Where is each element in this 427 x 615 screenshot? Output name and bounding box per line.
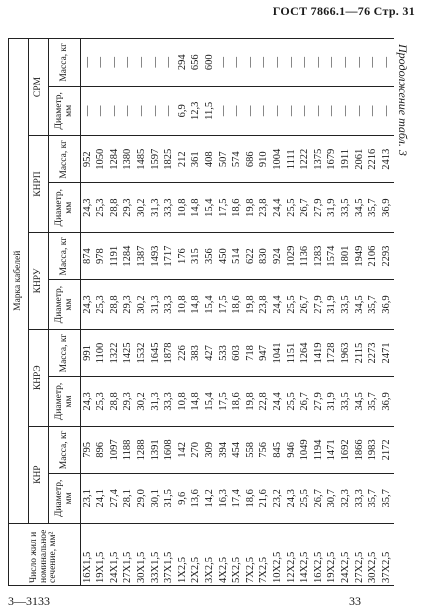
value-cell: 656 <box>190 39 204 87</box>
value-cell: — <box>163 86 177 136</box>
cable-size-cell: 37X2,5 <box>380 523 394 585</box>
mass-subheader: Масса, кг <box>49 329 81 376</box>
value-cell: 13,6 <box>190 474 204 524</box>
value-cell: 26,7 <box>299 183 313 233</box>
value-cell: 34,5 <box>353 183 367 233</box>
value-cell: 24,3 <box>285 474 299 524</box>
value-cell: 1866 <box>353 426 367 473</box>
value-cell: 28,8 <box>108 377 122 427</box>
table-row <box>244 39 258 586</box>
table-row <box>136 39 150 586</box>
value-cell: 31,9 <box>326 280 340 330</box>
value-cell: 795 <box>81 426 95 473</box>
cable-size-cell: 7X2,5 <box>258 523 272 585</box>
cable-size-cell: 27X1,5 <box>122 523 136 585</box>
value-cell: 946 <box>285 426 299 473</box>
value-cell: 226 <box>176 329 190 376</box>
value-cell: 10,8 <box>176 183 190 233</box>
value-cell: 2293 <box>380 232 394 279</box>
value-cell: 31,5 <box>163 474 177 524</box>
table-row <box>95 39 109 586</box>
value-cell: — <box>326 86 340 136</box>
value-cell: 30,2 <box>136 377 150 427</box>
table-row <box>108 39 122 586</box>
value-cell: — <box>339 86 353 136</box>
value-cell: 31,3 <box>149 280 163 330</box>
value-cell: 18,6 <box>231 183 245 233</box>
value-cell: — <box>217 39 231 87</box>
value-cell: 12,3 <box>190 86 204 136</box>
value-cell: 1608 <box>163 426 177 473</box>
value-cell: 29,0 <box>136 474 150 524</box>
cable-size-cell: 3X2,5 <box>204 523 218 585</box>
page-footer-left: 3—3133 <box>8 594 50 608</box>
cable-size-cell: 19X1,5 <box>95 523 109 585</box>
value-cell: 27,4 <box>108 474 122 524</box>
value-cell: — <box>312 39 326 87</box>
value-cell: — <box>108 39 122 87</box>
value-cell: 35,7 <box>367 183 381 233</box>
value-cell: 2115 <box>353 329 367 376</box>
value-cell: 9,6 <box>176 474 190 524</box>
table-row <box>285 39 299 586</box>
value-cell: 30,2 <box>136 183 150 233</box>
value-cell: 874 <box>81 232 95 279</box>
table-row <box>81 39 95 586</box>
value-cell: 1597 <box>149 136 163 183</box>
value-cell: 30,1 <box>149 474 163 524</box>
value-cell: 35,7 <box>367 474 381 524</box>
cable-data-table <box>8 38 394 586</box>
value-cell: 33,3 <box>163 280 177 330</box>
value-cell: 1375 <box>312 136 326 183</box>
brand-header-cell: КНР <box>29 426 49 523</box>
value-cell: 1097 <box>108 426 122 473</box>
value-cell: — <box>122 86 136 136</box>
value-cell: — <box>244 39 258 87</box>
value-cell: 25,5 <box>285 377 299 427</box>
value-cell: — <box>380 86 394 136</box>
value-cell: 1222 <box>299 136 313 183</box>
value-cell: 309 <box>204 426 218 473</box>
mass-subheader: Масса, кг <box>49 426 81 473</box>
value-cell: 18,6 <box>244 474 258 524</box>
value-cell: 1049 <box>299 426 313 473</box>
value-cell: 31,9 <box>326 377 340 427</box>
value-cell: 17,5 <box>217 280 231 330</box>
value-cell: 18,6 <box>231 377 245 427</box>
table-row <box>271 39 285 586</box>
value-cell: 29,3 <box>122 183 136 233</box>
value-cell: 24,4 <box>271 377 285 427</box>
value-cell: 558 <box>244 426 258 473</box>
value-cell: 26,7 <box>299 377 313 427</box>
value-cell: 31,3 <box>149 377 163 427</box>
value-cell: — <box>367 86 381 136</box>
value-cell: 1151 <box>285 329 299 376</box>
value-cell: 35,7 <box>380 474 394 524</box>
cable-size-cell: 10X2,5 <box>271 523 285 585</box>
value-cell: 896 <box>95 426 109 473</box>
value-cell: 25,3 <box>95 377 109 427</box>
cable-size-cell: 24X1,5 <box>108 523 122 585</box>
table-row <box>163 39 177 586</box>
value-cell: — <box>95 39 109 87</box>
table-row <box>312 39 326 586</box>
value-cell: — <box>380 39 394 87</box>
value-cell: 14,2 <box>204 474 218 524</box>
cable-size-cell: 12X2,5 <box>285 523 299 585</box>
value-cell: 1825 <box>163 136 177 183</box>
value-cell: 507 <box>217 136 231 183</box>
value-cell: 1717 <box>163 232 177 279</box>
value-cell: 6,9 <box>176 86 190 136</box>
table-row <box>217 39 231 586</box>
value-cell: 33,3 <box>163 377 177 427</box>
value-cell: — <box>231 39 245 87</box>
value-cell: — <box>299 39 313 87</box>
value-cell: 23,8 <box>258 183 272 233</box>
value-cell: 1004 <box>271 136 285 183</box>
diameter-subheader: Диаметр, мм <box>49 183 81 233</box>
value-cell: 756 <box>258 426 272 473</box>
diameter-subheader: Диаметр, мм <box>49 86 81 136</box>
value-cell: 1878 <box>163 329 177 376</box>
diameter-subheader: Диаметр, мм <box>49 280 81 330</box>
table-row <box>326 39 340 586</box>
value-cell: 24,3 <box>81 280 95 330</box>
value-cell: 24,1 <box>95 474 109 524</box>
cable-size-cell: 4X2,5 <box>217 523 231 585</box>
value-cell: 408 <box>204 136 218 183</box>
value-cell: 361 <box>190 136 204 183</box>
value-cell: 978 <box>95 232 109 279</box>
value-cell: 19,8 <box>244 280 258 330</box>
value-cell: 924 <box>271 232 285 279</box>
value-cell: — <box>136 39 150 87</box>
value-cell: — <box>136 86 150 136</box>
value-cell: 14,8 <box>190 377 204 427</box>
value-cell: 24,3 <box>81 377 95 427</box>
value-cell: — <box>285 86 299 136</box>
value-cell: 27,9 <box>312 183 326 233</box>
value-cell: 176 <box>176 232 190 279</box>
value-cell: 19,8 <box>244 183 258 233</box>
value-cell: 15,4 <box>204 280 218 330</box>
value-cell: 23,1 <box>81 474 95 524</box>
value-cell: — <box>353 86 367 136</box>
value-cell: 2172 <box>380 426 394 473</box>
value-cell: 27,9 <box>312 377 326 427</box>
cable-size-cell: 1X2,5 <box>176 523 190 585</box>
value-cell: 25,5 <box>285 280 299 330</box>
value-cell: 1493 <box>149 232 163 279</box>
value-cell: — <box>244 86 258 136</box>
page-header: ГОСТ 7866.1—76 Стр. 31 <box>272 4 415 18</box>
value-cell: 394 <box>217 426 231 473</box>
value-cell: 454 <box>231 426 245 473</box>
value-cell: 22,8 <box>258 377 272 427</box>
value-cell: 1050 <box>95 136 109 183</box>
value-cell: 947 <box>258 329 272 376</box>
value-cell: 23,2 <box>271 474 285 524</box>
value-cell: 1645 <box>149 329 163 376</box>
value-cell: 1264 <box>299 329 313 376</box>
value-cell: 1380 <box>122 136 136 183</box>
value-cell: 17,4 <box>231 474 245 524</box>
value-cell: 1284 <box>108 136 122 183</box>
value-cell: 1191 <box>108 232 122 279</box>
value-cell: 1532 <box>136 329 150 376</box>
value-cell: 1283 <box>312 232 326 279</box>
value-cell: 27,9 <box>312 280 326 330</box>
value-cell: 514 <box>231 232 245 279</box>
value-cell: — <box>312 86 326 136</box>
value-cell: 910 <box>258 136 272 183</box>
value-cell: — <box>367 39 381 87</box>
cable-size-cell: 16X1,5 <box>81 523 95 585</box>
value-cell: — <box>353 39 367 87</box>
value-cell: 28,8 <box>108 280 122 330</box>
value-cell: 14,8 <box>190 280 204 330</box>
value-cell: 603 <box>231 329 245 376</box>
brand-header-cell: КНРУ <box>29 232 49 329</box>
brand-header-cell: КНРП <box>29 136 49 233</box>
value-cell: 29,3 <box>122 280 136 330</box>
cable-size-cell: 24X2,5 <box>339 523 353 585</box>
value-cell: — <box>149 86 163 136</box>
table-row <box>339 39 353 586</box>
value-cell: 1100 <box>95 329 109 376</box>
value-cell: 25,3 <box>95 280 109 330</box>
value-cell: 270 <box>190 426 204 473</box>
cable-size-cell: 30X1,5 <box>136 523 150 585</box>
value-cell: 33,5 <box>339 183 353 233</box>
value-cell: 600 <box>204 39 218 87</box>
value-cell: 1284 <box>122 232 136 279</box>
value-cell: 34,5 <box>353 377 367 427</box>
table-caption: Продолжение табл. 3 <box>396 44 410 156</box>
value-cell: 142 <box>176 426 190 473</box>
value-cell: 1692 <box>339 426 353 473</box>
table-row <box>149 39 163 586</box>
brand-header-cell: СРМ <box>29 39 49 136</box>
value-cell: 315 <box>190 232 204 279</box>
value-cell: — <box>122 39 136 87</box>
value-cell: 1322 <box>108 329 122 376</box>
value-cell: 718 <box>244 329 258 376</box>
cable-size-cell: 14X2,5 <box>299 523 313 585</box>
value-cell: 1425 <box>122 329 136 376</box>
table-row <box>353 39 367 586</box>
stub-header: Число жил и номинальное сечение, мм² <box>9 523 81 585</box>
value-cell: — <box>299 86 313 136</box>
value-cell: 1419 <box>312 329 326 376</box>
cable-size-cell: 7X2,5 <box>244 523 258 585</box>
value-cell: 24,3 <box>81 183 95 233</box>
value-cell: 533 <box>217 329 231 376</box>
value-cell: 10,8 <box>176 377 190 427</box>
value-cell: 33,3 <box>353 474 367 524</box>
value-cell: 36,9 <box>380 280 394 330</box>
value-cell: 25,5 <box>285 183 299 233</box>
value-cell: 1041 <box>271 329 285 376</box>
value-cell: 686 <box>244 136 258 183</box>
mass-subheader: Масса, кг <box>49 136 81 183</box>
table-row <box>176 39 190 586</box>
value-cell: 30,7 <box>326 474 340 524</box>
value-cell: 2216 <box>367 136 381 183</box>
value-cell: 19,8 <box>244 377 258 427</box>
value-cell: 845 <box>271 426 285 473</box>
cable-size-cell: 5X2,5 <box>231 523 245 585</box>
mass-subheader: Масса, кг <box>49 232 81 279</box>
value-cell: 24,4 <box>271 183 285 233</box>
value-cell: 1949 <box>353 232 367 279</box>
value-cell: 33,5 <box>339 377 353 427</box>
value-cell: 29,3 <box>122 377 136 427</box>
value-cell: 1485 <box>136 136 150 183</box>
value-cell: 30,2 <box>136 280 150 330</box>
value-cell: 1983 <box>367 426 381 473</box>
value-cell: 2273 <box>367 329 381 376</box>
value-cell: 212 <box>176 136 190 183</box>
value-cell: 427 <box>204 329 218 376</box>
table-row <box>258 39 272 586</box>
table-row <box>231 39 245 586</box>
value-cell: 1574 <box>326 232 340 279</box>
table-row <box>299 39 313 586</box>
value-cell: 1029 <box>285 232 299 279</box>
cable-size-cell: 16X2,5 <box>312 523 326 585</box>
value-cell: 35,7 <box>367 280 381 330</box>
value-cell: 1136 <box>299 232 313 279</box>
diameter-subheader: Диаметр, мм <box>49 474 81 524</box>
value-cell: 1728 <box>326 329 340 376</box>
value-cell: 1288 <box>136 426 150 473</box>
cable-size-cell: 33X1,5 <box>149 523 163 585</box>
page-number: 33 <box>349 594 361 608</box>
table-row <box>122 39 136 586</box>
value-cell: 450 <box>217 232 231 279</box>
value-cell: 33,3 <box>163 183 177 233</box>
diameter-subheader: Диаметр, мм <box>49 377 81 427</box>
value-cell: 1188 <box>122 426 136 473</box>
value-cell: 952 <box>81 136 95 183</box>
value-cell: 31,9 <box>326 183 340 233</box>
value-cell: 17,5 <box>217 377 231 427</box>
value-cell: 2061 <box>353 136 367 183</box>
value-cell: 18,6 <box>231 280 245 330</box>
value-cell: 1471 <box>326 426 340 473</box>
value-cell: 10,8 <box>176 280 190 330</box>
value-cell: 31,3 <box>149 183 163 233</box>
value-cell: — <box>271 39 285 87</box>
value-cell: — <box>339 39 353 87</box>
value-cell: 830 <box>258 232 272 279</box>
value-cell: 991 <box>81 329 95 376</box>
brand-header: Марка кабелей <box>9 39 29 524</box>
rotated-table-container <box>8 38 394 586</box>
mass-subheader: Масса, кг <box>49 39 81 87</box>
value-cell: 15,4 <box>204 183 218 233</box>
table-row <box>190 39 204 586</box>
value-cell: 25,3 <box>95 183 109 233</box>
cable-size-cell: 27X2,5 <box>353 523 367 585</box>
value-cell: 17,5 <box>217 183 231 233</box>
value-cell: 21,6 <box>258 474 272 524</box>
value-cell: — <box>285 39 299 87</box>
value-cell: 32,3 <box>339 474 353 524</box>
value-cell: 1111 <box>285 136 299 183</box>
value-cell: 1963 <box>339 329 353 376</box>
value-cell: — <box>326 39 340 87</box>
value-cell: 28,8 <box>108 183 122 233</box>
value-cell: 383 <box>190 329 204 376</box>
value-cell: 1679 <box>326 136 340 183</box>
table-row <box>380 39 394 586</box>
cable-size-cell: 19X2,5 <box>326 523 340 585</box>
value-cell: 11,5 <box>204 86 218 136</box>
value-cell: 574 <box>231 136 245 183</box>
value-cell: — <box>271 86 285 136</box>
value-cell: 26,7 <box>312 474 326 524</box>
value-cell: — <box>217 86 231 136</box>
cable-size-cell: 37X1,5 <box>163 523 177 585</box>
cable-size-cell: 2X2,5 <box>190 523 204 585</box>
value-cell: 294 <box>176 39 190 87</box>
value-cell: — <box>258 39 272 87</box>
value-cell: 1387 <box>136 232 150 279</box>
value-cell: — <box>95 86 109 136</box>
table-row <box>367 39 381 586</box>
value-cell: 36,9 <box>380 377 394 427</box>
value-cell: 16,3 <box>217 474 231 524</box>
value-cell: — <box>81 86 95 136</box>
value-cell: 26,7 <box>299 280 313 330</box>
value-cell: — <box>163 39 177 87</box>
value-cell: 35,7 <box>367 377 381 427</box>
value-cell: 1911 <box>339 136 353 183</box>
value-cell: 1801 <box>339 232 353 279</box>
value-cell: 2471 <box>380 329 394 376</box>
value-cell: 2106 <box>367 232 381 279</box>
value-cell: — <box>81 39 95 87</box>
value-cell: 14,8 <box>190 183 204 233</box>
value-cell: 34,5 <box>353 280 367 330</box>
value-cell: 25,5 <box>299 474 313 524</box>
value-cell: 28,1 <box>122 474 136 524</box>
value-cell: 1391 <box>149 426 163 473</box>
table-row <box>204 39 218 586</box>
value-cell: 23,8 <box>258 280 272 330</box>
value-cell: — <box>108 86 122 136</box>
value-cell: — <box>149 39 163 87</box>
value-cell: 24,4 <box>271 280 285 330</box>
value-cell: — <box>231 86 245 136</box>
value-cell: 2413 <box>380 136 394 183</box>
brand-header-cell: КНРЭ <box>29 329 49 426</box>
value-cell: 36,9 <box>380 183 394 233</box>
value-cell: 33,5 <box>339 280 353 330</box>
value-cell: 15,4 <box>204 377 218 427</box>
value-cell: 356 <box>204 232 218 279</box>
value-cell: 1194 <box>312 426 326 473</box>
value-cell: 622 <box>244 232 258 279</box>
value-cell: — <box>258 86 272 136</box>
cable-size-cell: 30X2,5 <box>367 523 381 585</box>
